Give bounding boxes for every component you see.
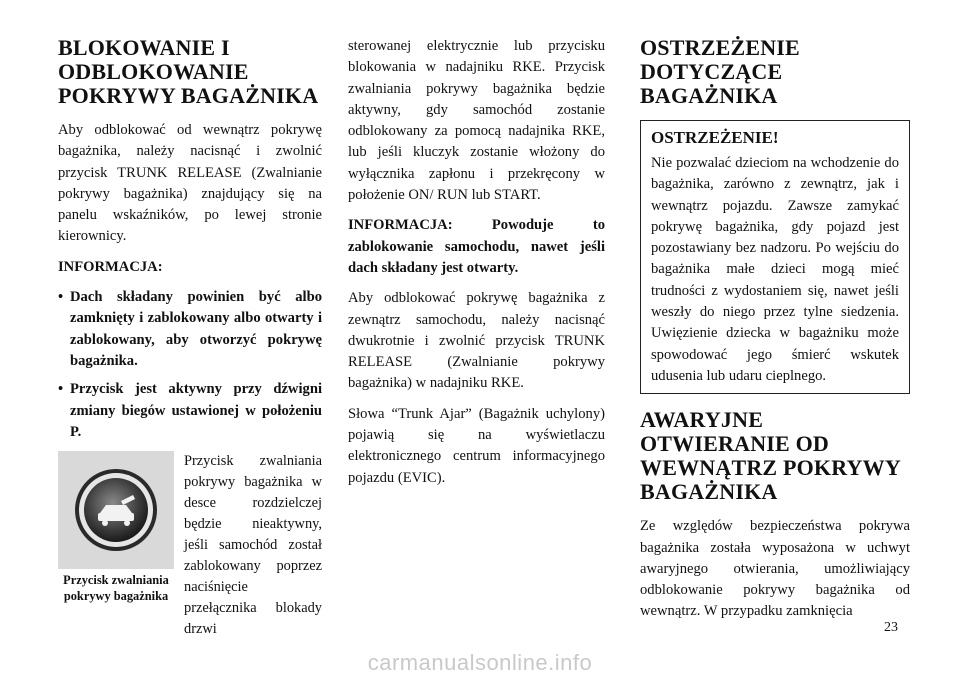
paragraph: Aby odblokować pokrywę bagażnika z zewnątrz samochodu, należy nacisnąć dwukrotnie i zwolnić przycisk TRUNK RELEASE (Zwalnianie pokrywy bagażnika) w nadajniku RKE. [348,290,605,392]
paragraph: Słowa “Trunk Ajar” (Bagażnik uchylony) pojawią się na wyświetlaczu elektronicznego centrum informacyjnego pojazdu (EVIC). [348,405,605,486]
trunk-release-icon [73,467,159,553]
section-title-emergency-release: AWARYJNE OTWIERANIE OD WEWNĄTRZ POKRYWY BAGAŻNIKA [640,407,901,505]
trunk-release-button-image [58,451,174,569]
paragraph: Aby odblokować od wewnątrz pokrywę bagażnika, należy nacisnąć i zwolnić przycisk TRUNK RELEASE (Zwalnianie pokrywy bagażnika) znajdujący się na panelu wskaźników, po lewej stronie kierownicy. [58,122,322,245]
warning-text: Nie pozwalać dzieciom na wchodzenie do bagażnika, zarówno z zewnątrz, jak i wewnątrz pojazdu. Zawsze zamykać pokrywę bagażnika, gdy pojazd jest pozostawiany bez nadzoru. Po wejściu do bagażnika małe dzieci mogą mieć trudności z wydostaniem się, nawet jeśli weszły do niego przez tylne siedzenia. Uwięzienie dziecka w bagażniku może spowodować jego śmierć wskutek udusenia lub udaru cieplnego. [651,155,899,384]
figure [58,451,174,649]
info-bullets [58,287,322,443]
info-label: INFORMACJA: [58,258,163,275]
column-3 [640,36,910,632]
warning-box [640,120,910,394]
info-note: INFORMACJA: Powoduje to zablokowanie samochodu, nawet jeśli dach składany jest otwarty. [348,217,605,276]
paragraph: Ze względów bezpieczeństwa pokrywa bagażnika została wyposażona w uchwyt awaryjnego otwierania, umożliwiający odblokowanie pokrywy bagażnika od wewnątrz. W przypadku zamknięcia [640,518,910,620]
column-1 [58,36,322,649]
figure-row [58,451,322,649]
column-2 [348,36,605,498]
figure-caption: Przycisk zwalniania pokrywy bagażnika [63,573,169,604]
figure-text [184,451,322,649]
paragraph: Przycisk zwalniania pokrywy bagażnika w desce rozdzielczej będzie nieaktywny, jeśli samochód został zablokowany poprzez naciśnięcie przełącznika blokady drzwi [184,453,322,638]
section-title-trunk-lock: BLOKOWANIE I ODBLOKOWANIE POKRYWY BAGAŻNIKA [58,35,319,108]
warning-heading: OSTRZEŻENIE! [651,128,779,147]
bullet-item: • Dach składany powinien być albo zamknięty i zablokowany albo otwarty i zablokowany, aby otworzyć pokrywę bagażnika. [58,287,322,372]
section-title-trunk-warning: OSTRZEŻENIE DOTYCZĄCE BAGAŻNIKA [640,35,800,108]
watermark: carmanualsonline.info [367,650,593,675]
bullet-item: • Przycisk jest aktywny przy dźwigni zmiany biegów ustawionej w położeniu P. [58,379,322,443]
page-number: 23 [884,620,898,635]
paragraph: sterowanej elektrycznie lub przycisku blokowania w nadajniku RKE. Przycisk zwalniania pokrywy bagażnika będzie aktywny, gdy samochód zostanie odblokowany za pomocą nadajnika RKE, lub jeśli kluczyk zostanie włożony do wyłącznika zapłonu i przekręcony w położenie ON/ RUN lub START. [348,38,605,204]
